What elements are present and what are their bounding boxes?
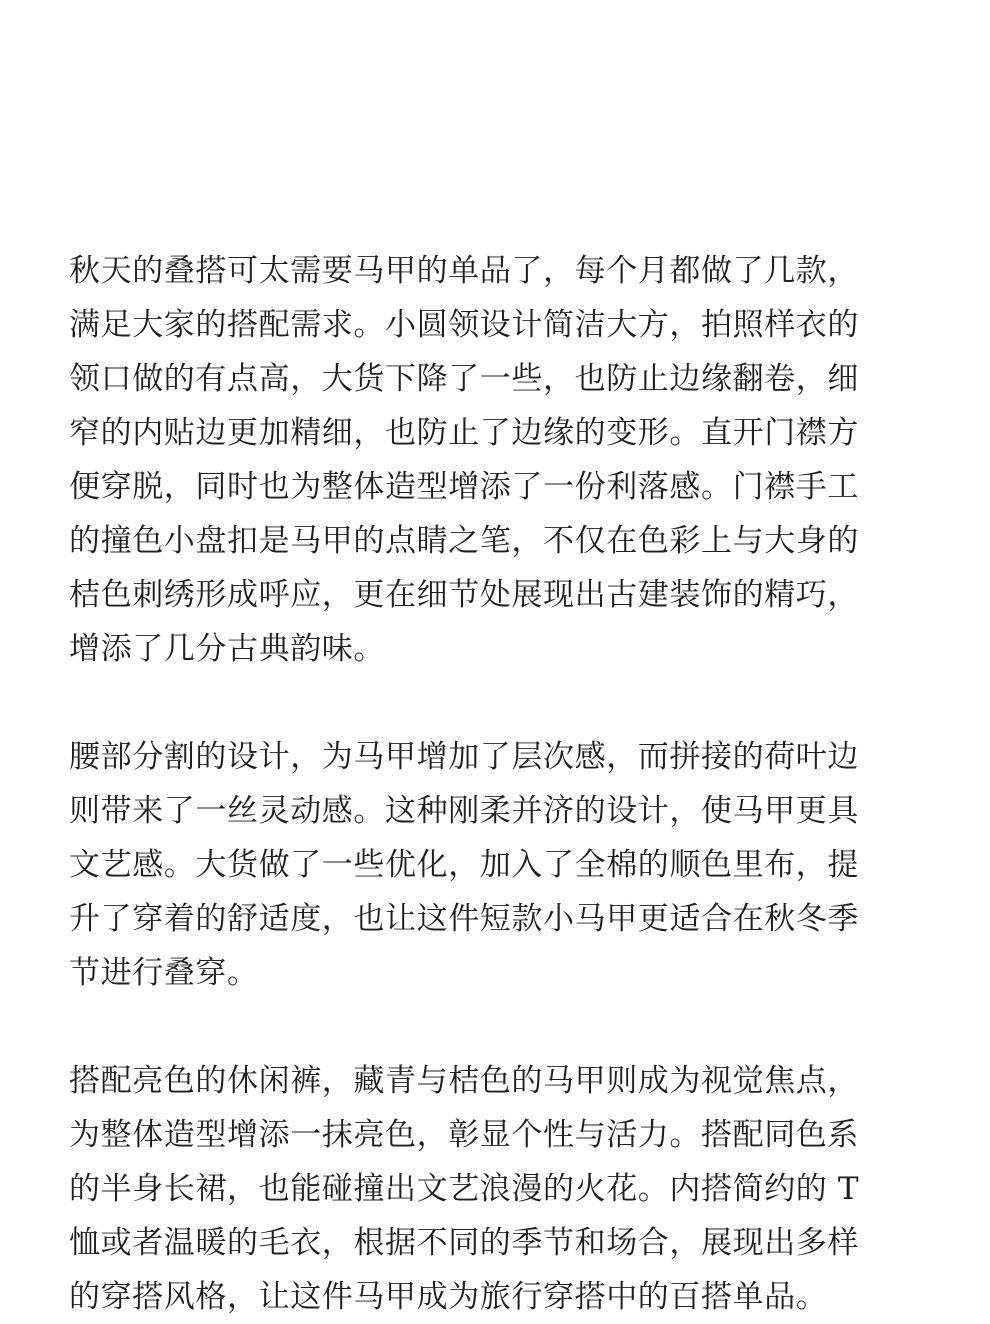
text-line: 恤或者温暖的毛衣，根据不同的季节和场合，展现出多样 [69, 1225, 859, 1261]
text-line: 为整体造型增添一抹亮色，彰显个性与活力。搭配同色系 [69, 1117, 859, 1153]
text-line: 腰部分割的设计，为马甲增加了层次感，而拼接的荷叶边 [69, 739, 859, 775]
text-line: 便穿脱，同时也为整体造型增添了一份利落感。门襟手工 [69, 469, 859, 505]
text-line: 则带来了一丝灵动感。这种刚柔并济的设计，使马甲更具 [69, 793, 859, 829]
text-line: 的穿搭风格，让这件马甲成为旅行穿搭中的百搭单品。 [69, 1279, 828, 1315]
text-line: 的撞色小盘扣是马甲的点睛之笔，不仅在色彩上与大身的 [69, 523, 859, 559]
text-line: 桔色刺绣形成呼应，更在细节处展现出古建装饰的精巧， [69, 577, 859, 613]
paragraph-vest-details [69, 244, 921, 676]
text-line: 的半身长裙，也能碰撞出文艺浪漫的火花。内搭简约的 T [69, 1171, 860, 1207]
text-line: 搭配亮色的休闲裤，藏青与桔色的马甲则成为视觉焦点， [69, 1063, 859, 1099]
paragraph-styling-suggestions [69, 1054, 921, 1324]
text-line: 满足大家的搭配需求。小圆领设计简洁大方，拍照样衣的 [69, 307, 859, 343]
text-line: 文艺感。大货做了一些优化，加入了全棉的顺色里布，提 [69, 847, 859, 883]
text-line: 窄的内贴边更加精细，也防止了边缘的变形。直开门襟方 [69, 415, 859, 451]
text-line: 领口做的有点高，大货下降了一些，也防止边缘翻卷，细 [69, 361, 859, 397]
article-body [69, 244, 921, 1324]
text-line: 增添了几分古典韵味。 [69, 631, 385, 667]
text-line: 节进行叠穿。 [69, 955, 259, 991]
paragraph-waist-design [69, 730, 921, 1000]
text-line: 秋天的叠搭可太需要马甲的单品了，每个月都做了几款， [69, 253, 859, 289]
text-line: 升了穿着的舒适度，也让这件短款小马甲更适合在秋冬季 [69, 901, 859, 937]
